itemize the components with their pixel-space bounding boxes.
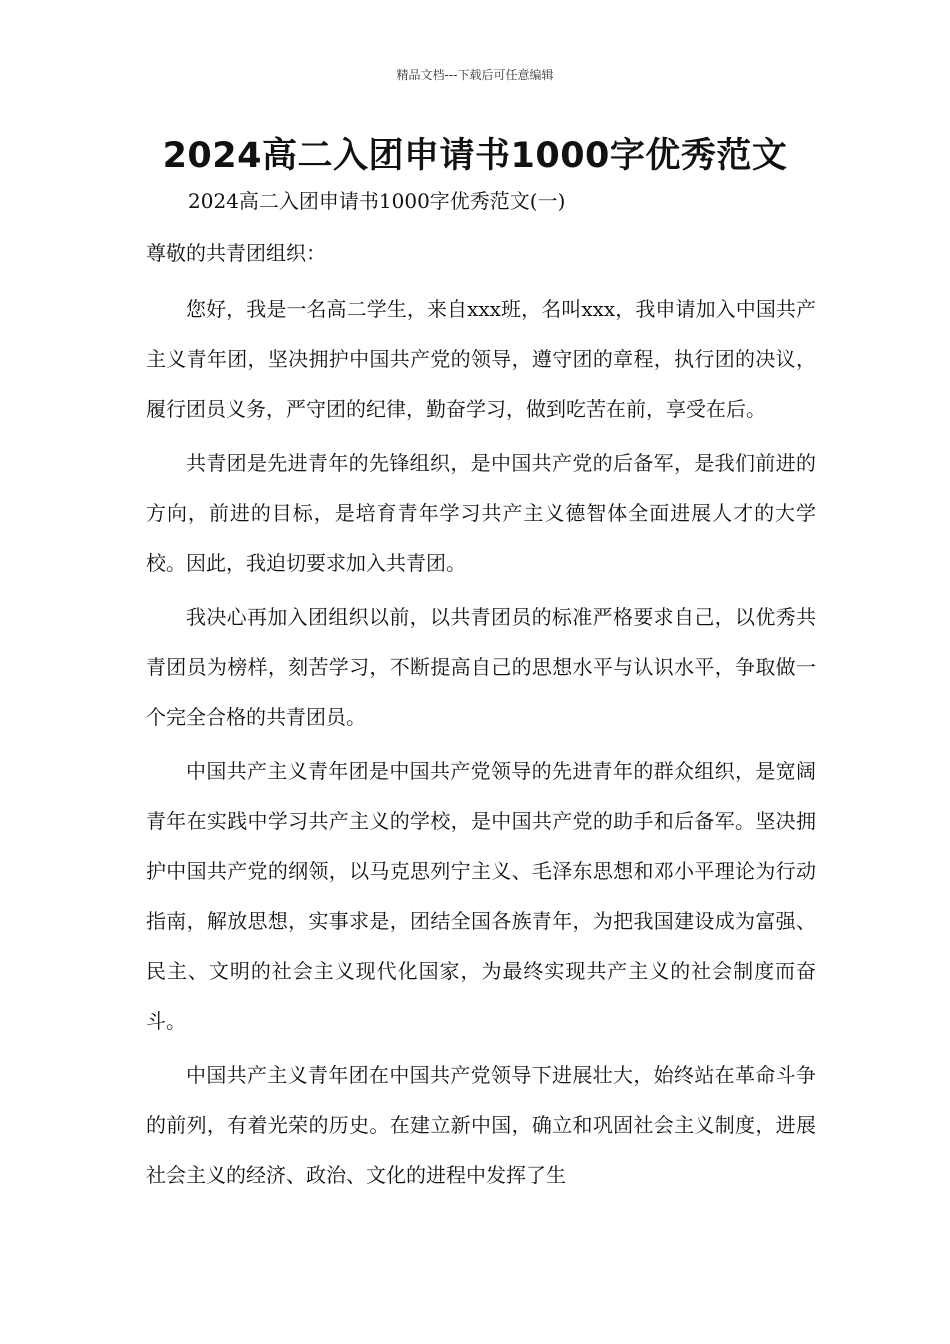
paragraph: 我决心再加入团组织以前，以共青团员的标准严格要求自己，以优秀共青团员为榜样，刻苦学习，不断提高自己的思想水平与认识水平，争取做一个完全合格的共青团员。 xyxy=(146,605,816,729)
paragraph: 共青团是先进青年的先锋组织，是中国共产党的后备军，是我们前进的方向，前进的目标，是培育青年学习共产主义德智体全面进展人才的大学校。因此，我迫切要求加入共青团。 xyxy=(146,451,816,575)
body-text xyxy=(146,284,816,1204)
header-note: 精品文档---下载后可任意编辑 xyxy=(396,68,554,82)
salutation: 尊敬的共青团组织： xyxy=(146,241,326,265)
paragraph: 中国共产主义青年团在中国共产党领导下进展壮大，始终站在革命斗争的前列，有着光荣的历史。在建立新中国，确立和巩固社会主义制度，进展社会主义的经济、政治、文化的进程中发挥了生 xyxy=(146,1063,816,1187)
document-subtitle: 2024高二入团申请书1000字优秀范文(一) xyxy=(188,189,566,213)
paragraph: 您好，我是一名高二学生，来自xxx班，名叫xxx，我申请加入中国共产主义青年团，坚决拥护中国共产党的领导，遵守团的章程，执行团的决议，履行团员义务，严守团的纪律，勤奋学习，做到吃苦在前，享受在后。 xyxy=(146,297,816,421)
paragraph: 中国共产主义青年团是中国共产党领导的先进青年的群众组织，是宽阔青年在实践中学习共产主义的学校，是中国共产党的助手和后备军。坚决拥护中国共产党的纲领，以马克思列宁主义、毛泽东思想和邓小平理论为行动指南，解放思想，实事求是，团结全国各族青年，为把我国建设成为富强、民主、文明的社会主义现代化国家，为最终实现共产主义的社会制度而奋斗。 xyxy=(146,759,816,1033)
document-title: 2024高二入团申请书1000字优秀范文 xyxy=(162,136,788,176)
